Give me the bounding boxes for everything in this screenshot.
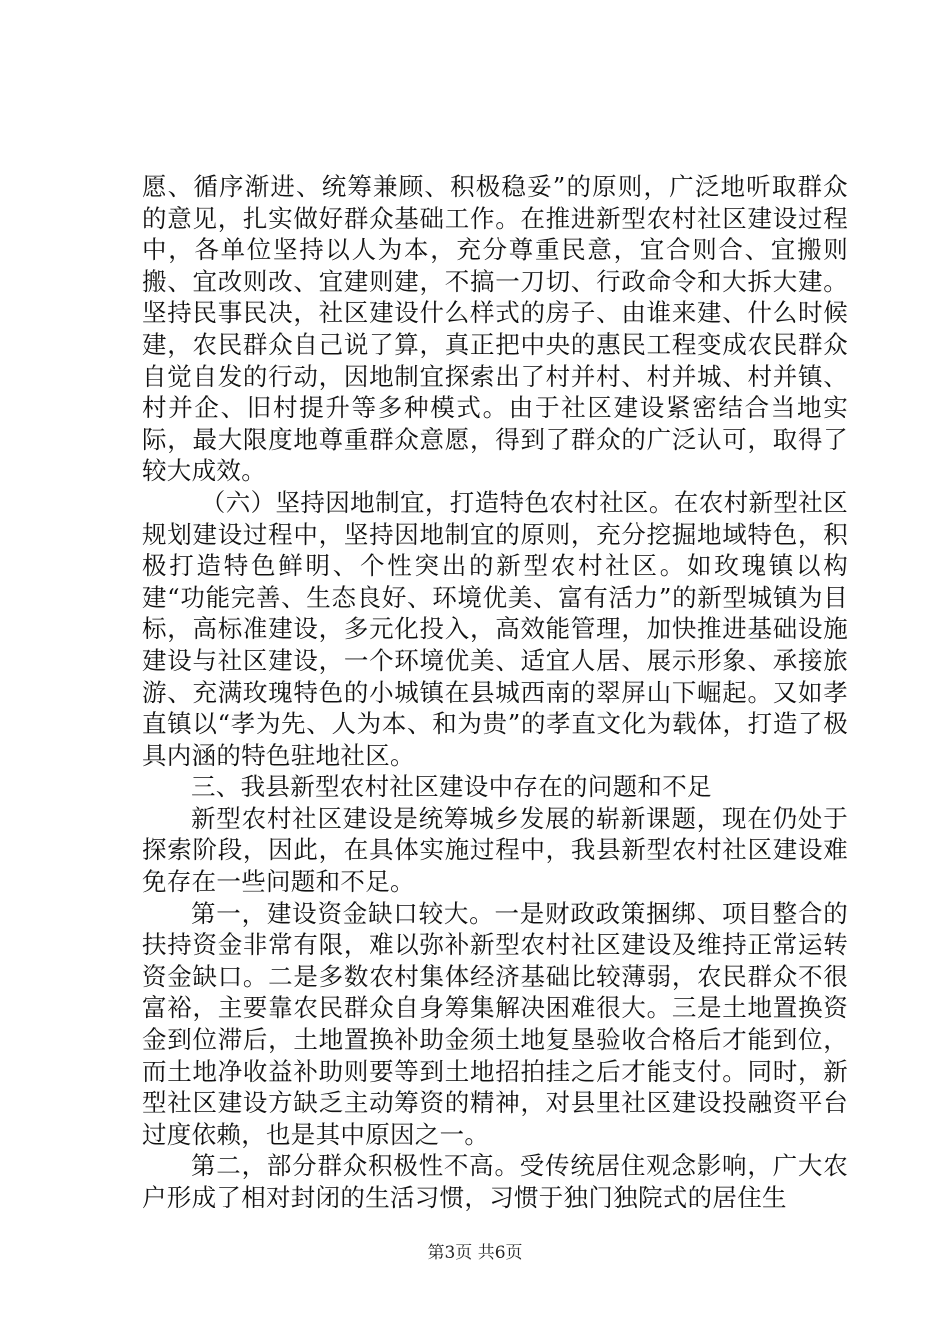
document-body: [142, 171, 848, 1214]
section-heading-problems: 三、我县新型农村社区建设中存在的问题和不足: [191, 772, 712, 802]
paragraph-problems-intro: 新型农村社区建设是统筹城乡发展的崭新课题，现在仍处于探索阶段，因此，在具体实施过程中，我县新型农村社区建设难免存在一些问题和不足。: [142, 803, 848, 897]
page-number-footer: 第3页 共6页: [427, 1243, 523, 1263]
paragraph-continuation: 愿、循序渐进、统筹兼顾、积极稳妥”的原则，广泛地听取群众的意见，扎实做好群众基础工作。在推进新型农村社区建设过程中，各单位坚持以人为本，充分尊重民意，宜合则合、宜搬则搬、宜改则改、宜建则建，不搞一刀切、行政命令和大拆大建。坚持民事民决，社区建设什么样式的房子、由谁来建、什么时候建，农民群众自己说了算，真正把中央的惠民工程变成农民群众自觉自发的行动，因地制宜探索出了村并村、村并城、村并镇、村并企、旧村提升等多种模式。由于社区建设紧密结合当地实际，最大限度地尊重群众意愿，得到了群众的广泛认可，取得了较大成效。: [142, 172, 848, 486]
paragraph-problem-two: 第二，部分群众积极性不高。受传统居住观念影响，广大农户形成了相对封闭的生活习惯，习惯于独门独院式的居住生: [142, 1151, 848, 1212]
paragraph-problem-one: 第一，建设资金缺口较大。一是财政政策捆绑、项目整合的扶持资金非常有限，难以弥补新型农村社区建设及维持正常运转资金缺口。二是多数农村集体经济基础比较薄弱，农民群众不很富裕，主要靠农民群众自身筹集解决困难很大。三是土地置换资金到位滞后，土地置换补助金须土地复垦验收合格后才能到位，而土地净收益补助则要等到土地招拍挂之后才能支付。同时，新型社区建设方缺乏主动筹资的精神，对县里社区建设投融资平台过度依赖，也是其中原因之一。: [142, 898, 848, 1149]
paragraph-section-six: （六）坚持因地制宜，打造特色农村社区。在农村新型社区规划建设过程中，坚持因地制宜的原则，充分挖掘地域特色，积极打造特色鲜明、个性突出的新型农村社区。如玫瑰镇以构建“功能完善、生态良好、环境优美、富有活力”的新型城镇为目标，高标准建设，多元化投入，高效能管理，加快推进基础设施建设与社区建设，一个环境优美、适宜人居、展示形象、承接旅游、充满玫瑰特色的小城镇在县城西南的翠屏山下崛起。又如孝直镇以“孝为先、人为本、和为贵”的孝直文化为载体，打造了极具内涵的特色驻地社区。: [142, 487, 848, 770]
